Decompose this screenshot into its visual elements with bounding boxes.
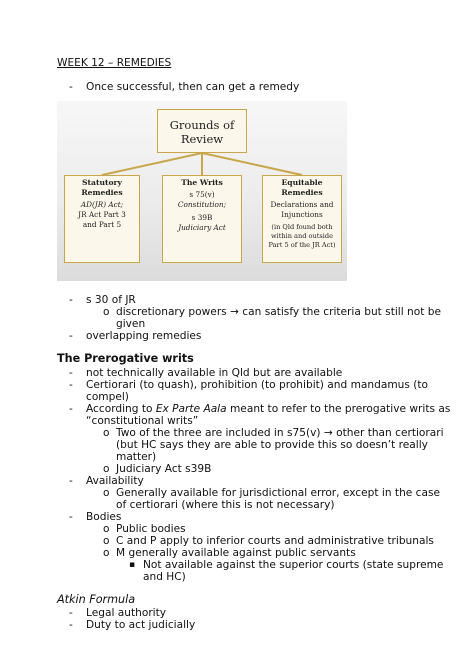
right-note-3: Part 5 of the JR Act)	[268, 241, 336, 249]
root-line-1: Grounds of	[169, 118, 235, 132]
list-item-cont: “constitutional writs”	[86, 415, 199, 427]
list-item-cont: compel)	[86, 391, 129, 403]
dash-bullet: -	[69, 475, 73, 487]
section-title: The Prerogative writs	[57, 352, 194, 365]
intro-text: Once successful, then can get a remedy	[86, 81, 300, 93]
dash-bullet: -	[69, 619, 73, 631]
right-note-1: (in Qld found both	[271, 223, 333, 231]
left-title-1: Statutory	[82, 178, 122, 187]
list-item: Certiorari (to quash), prohibition (to prohibit) and mandamus (to	[86, 379, 429, 391]
circle-bullet: o	[103, 463, 110, 475]
the-writs-box	[162, 175, 242, 263]
right-title-2: Remedies	[281, 188, 323, 197]
right-title-1: Equitable	[281, 178, 323, 187]
circle-bullet: o	[103, 547, 110, 559]
circle-bullet: o	[103, 523, 110, 535]
square-bullet: ▪	[129, 560, 136, 570]
circle-bullet: o	[103, 487, 110, 499]
list-item: Bodies	[86, 511, 122, 523]
list-item: Duty to act judicially	[86, 619, 196, 631]
list-item-cont: given	[116, 318, 146, 330]
list-item-cont: matter)	[116, 451, 157, 463]
middle-title: The Writs	[181, 178, 223, 187]
remedies-diagram	[57, 101, 347, 281]
dash-bullet: -	[69, 81, 73, 93]
list-item-cont: and HC)	[143, 571, 186, 583]
list-item-cont: of certiorari (where this is not necessary)	[116, 499, 335, 511]
middle-line-1: s 75(v)	[189, 190, 215, 199]
middle-line-4: Judiciary Act	[178, 223, 226, 232]
left-line-1: AD(JR) Act;	[80, 200, 124, 209]
right-line-2: Injunctions	[281, 210, 323, 219]
dash-bullet: -	[69, 511, 73, 523]
circle-bullet: o	[103, 427, 110, 439]
dash-bullet: -	[69, 403, 73, 415]
left-line-3: and Part 5	[82, 220, 122, 229]
list-item: Generally available for jurisdictional error, except in the case	[116, 487, 441, 499]
grounds-of-review-box	[157, 109, 247, 153]
list-item: s 30 of JR	[86, 294, 136, 306]
dash-bullet: -	[69, 607, 73, 619]
list-item-cont: (but HC says they are able to provide this so doesn’t really	[116, 439, 428, 451]
list-item: overlapping remedies	[86, 330, 202, 342]
equitable-remedies-box	[262, 175, 342, 263]
list-item: discretionary powers → can satisfy the criteria but still not be	[116, 306, 442, 318]
left-line-2: JR Act Part 3	[78, 210, 126, 219]
statutory-remedies-box	[64, 175, 140, 263]
circle-bullet: o	[103, 535, 110, 547]
list-item: M generally available against public servants	[116, 547, 356, 559]
dash-bullet: -	[69, 367, 73, 379]
list-item: Availability	[86, 475, 144, 487]
circle-bullet: o	[103, 306, 110, 318]
middle-line-3: s 39B	[191, 213, 213, 222]
case-name: Ex Parte Aala	[155, 403, 227, 415]
list-item: Two of the three are included in s75(v) → other than certiorari	[116, 427, 444, 439]
root-line-2: Review	[180, 132, 224, 146]
atkin-title: Atkin Formula	[57, 593, 136, 606]
list-item: Judiciary Act s39B	[116, 463, 212, 475]
right-note-2: within and outside	[270, 232, 334, 240]
right-line-1: Declarations and	[270, 200, 334, 209]
dash-bullet: -	[69, 379, 73, 391]
dash-bullet: -	[69, 294, 73, 306]
list-item: not technically available in Qld but are available	[86, 367, 343, 379]
text-span: meant to refer to the prerogative writs as	[226, 403, 451, 415]
dash-bullet: -	[69, 330, 73, 342]
text-span: According to	[86, 403, 156, 415]
list-item: Public bodies	[116, 523, 186, 535]
list-item: C and P apply to inferior courts and administrative tribunals	[116, 535, 434, 547]
middle-line-2: Constitution;	[177, 200, 227, 209]
page-heading: WEEK 12 – REMEDIES	[57, 57, 172, 69]
list-item: Not available against the superior courts (state supreme	[143, 559, 444, 571]
list-item: Legal authority	[86, 607, 167, 619]
left-title-2: Remedies	[81, 188, 123, 197]
